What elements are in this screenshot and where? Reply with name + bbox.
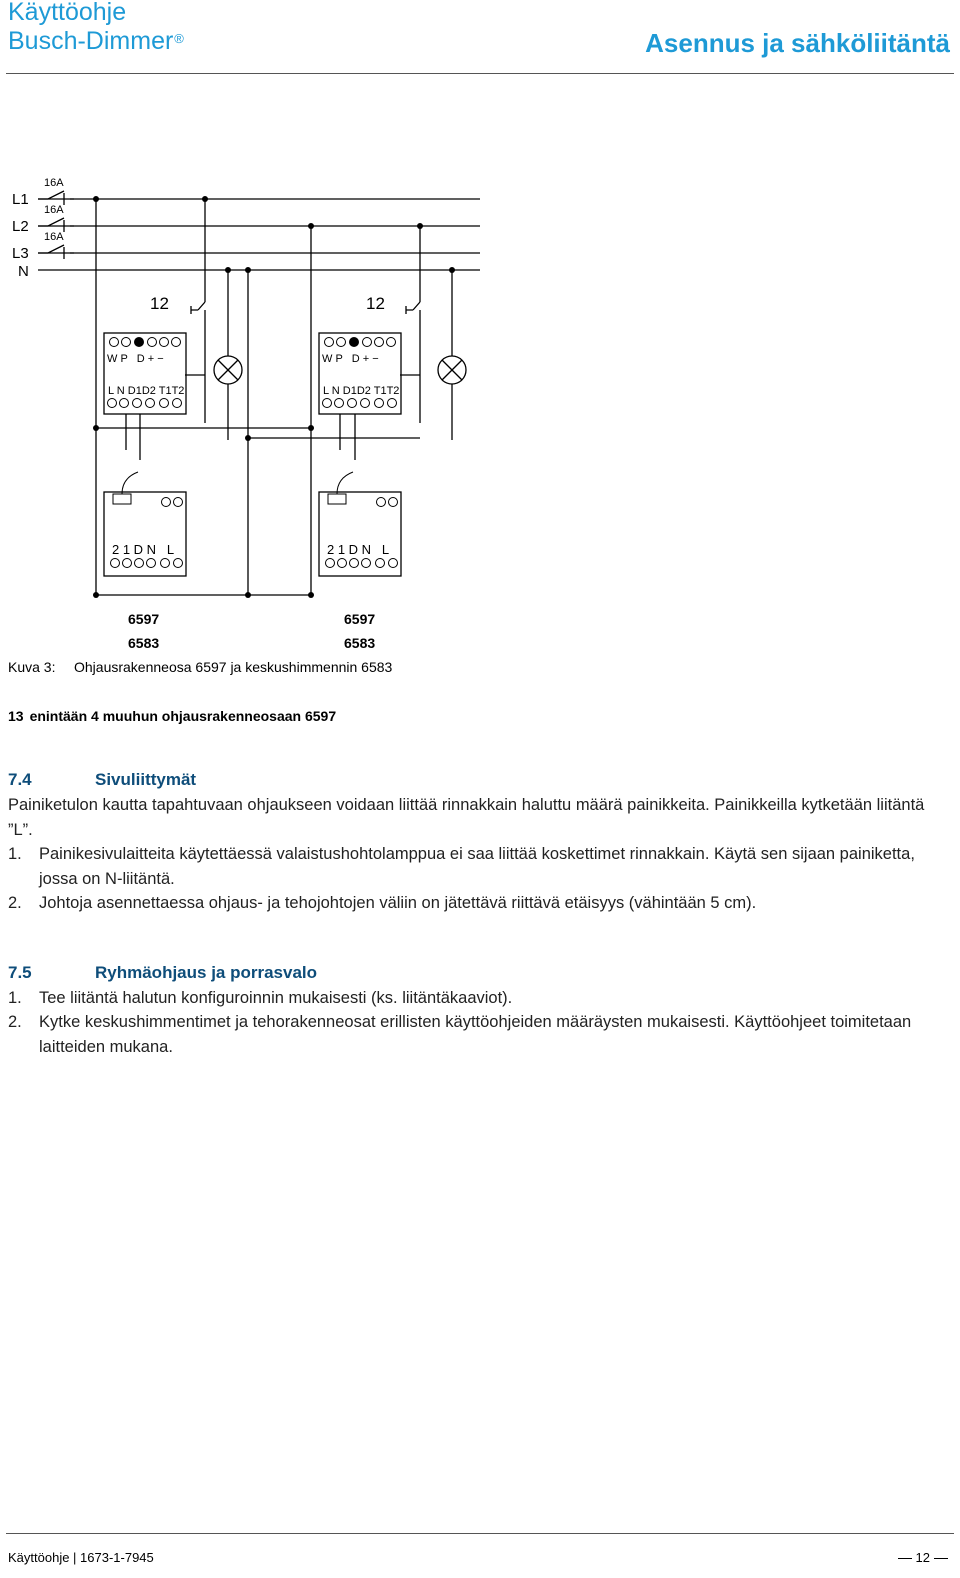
header-divider (6, 73, 954, 74)
document-title: Käyttöohje (8, 0, 127, 26)
pushbutton-right (406, 302, 420, 314)
product-name (8, 26, 184, 56)
device-code-right: 6597 (344, 611, 376, 627)
figure-caption (8, 659, 392, 675)
fuse-l1 (38, 191, 74, 205)
list-item (8, 1010, 948, 1059)
label-sensor-terminals-left: 2 1 D N L (112, 542, 175, 557)
label-fuse-2: 16A (44, 204, 64, 216)
caption-text: Ohjausrakenneosa 6597 ja keskushimmennin 6583 (74, 659, 393, 675)
label-sensor-terminals-right: 2 1 D N L (327, 542, 390, 557)
registered-mark: ® (174, 31, 184, 46)
note-text: enintään 4 muuhun ohjausrakenneosaan 6597 (29, 708, 337, 724)
label-bottom-terminals-left: L N D1D2 T1T2 (108, 385, 185, 397)
list-item-text: Tee liitäntä halutun konfiguroinnin mukaisesti (ks. liitäntäkaaviot). (39, 989, 513, 1007)
label-unit-right: 12 (366, 294, 385, 313)
label-fuse-1: 16A (44, 177, 64, 189)
section-number: 7.5 (8, 963, 32, 982)
section-heading: Asennus ja sähköliitäntä (645, 28, 950, 58)
list-item-text: Painikesivulaitteita käytettäessä valaistushohtolamppua ei saa liittää koskettimet rinnakkain. Käytä sen sijaan painiketta, jossa on N-liitäntä. (39, 845, 915, 888)
device-sub-right: 6583 (344, 635, 376, 651)
footer-divider (6, 1533, 954, 1534)
list-item-number: 1. (8, 989, 22, 1007)
label-top-terminals-left: W P D + − (107, 353, 164, 365)
pushbutton-left (191, 302, 205, 314)
caption-number: Kuva 3: (8, 659, 56, 675)
label-top-terminals-right: W P D + − (322, 353, 379, 365)
device-sub-left: 6583 (128, 635, 160, 651)
wiring-diagram (0, 160, 500, 660)
figure-note (8, 708, 336, 724)
list-item (8, 891, 948, 916)
fuse-l2 (38, 218, 74, 232)
section-number: 7.4 (8, 770, 32, 789)
note-number: 13 (8, 708, 24, 724)
list-item-number: 1. (8, 845, 22, 863)
dash-right (934, 1558, 948, 1559)
page-number-text: 12 (915, 1550, 930, 1565)
section-7-5-heading (8, 963, 317, 983)
label-l2: L2 (12, 218, 29, 235)
page-number (894, 1550, 952, 1565)
fuse-l3 (38, 245, 74, 259)
section-title: Sivuliittymät (95, 770, 197, 789)
footer-document-id: Käyttöohje | 1673-1-7945 (8, 1550, 154, 1565)
list-item (8, 986, 948, 1011)
label-fuse-3: 16A (44, 231, 64, 243)
label-n: N (18, 263, 29, 280)
list-item-number: 2. (8, 1013, 22, 1031)
dash-left (898, 1558, 912, 1559)
list-item-number: 2. (8, 894, 22, 912)
section-7-4-intro: Painiketulon kautta tapahtuvaan ohjaukseen voidaan liittää rinnakkain haluttu määrä painikkeita. Painikkeilla kytketään liitäntä ”L”. (8, 796, 925, 839)
label-l3: L3 (12, 245, 29, 262)
label-bottom-terminals-right: L N D1D2 T1T2 (323, 385, 400, 397)
list-item-text: Kytke keskushimmentimet ja tehorakenneosat erillisten käyttöohjeiden määräysten mukaisesti. Käyttöohjeet toimitetaan laitteiden mukana. (39, 1013, 912, 1056)
product-name-text: Busch-Dimmer (8, 27, 174, 55)
list-item (8, 842, 948, 891)
label-unit-left: 12 (150, 294, 169, 313)
label-l1: L1 (12, 191, 29, 208)
section-7-4-heading (8, 770, 196, 790)
list-item-text: Johtoja asennettaessa ohjaus- ja tehojohtojen väliin on jätettävä riittävä etäisyys (vähintään 5 cm). (39, 894, 757, 912)
section-title: Ryhmäohjaus ja porrasvalo (95, 963, 318, 982)
device-code-left: 6597 (128, 611, 160, 627)
